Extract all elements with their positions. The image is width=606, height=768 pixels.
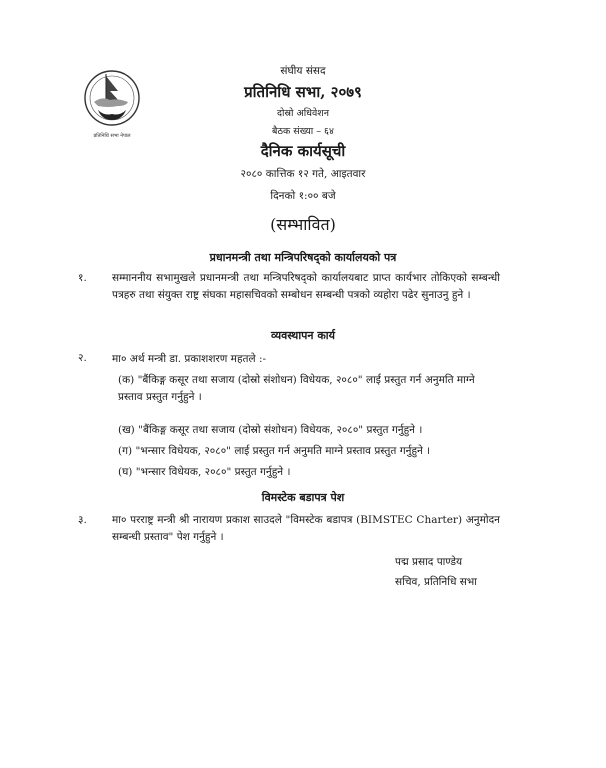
emblem-text: प्रतिनिधि सभा नेपाल — [93, 133, 131, 139]
item-number: १. — [78, 272, 87, 284]
meeting-number: बैठक संख्या – ६४ — [272, 126, 334, 137]
item-number: ३. — [78, 514, 87, 526]
signatory-title: सचिव, प्रतिनिधि सभा — [395, 576, 477, 588]
item-2-kha: (ख) "बैंकिङ्ग कसूर तथा सजाय (दोस्रो संशोधन) विधेयक, २०८०" प्रस्तुत गर्नुहुने । — [118, 424, 423, 436]
section-pm-office: प्रधानमन्त्री तथा मन्त्रिपरिषद्को कार्यालयको पत्र — [209, 251, 397, 264]
agenda-time: दिनको १:०० बजे — [270, 190, 336, 202]
house-title: प्रतिनिधि सभा, २०७९ — [244, 83, 362, 101]
item-2-text: मा० अर्थ मन्त्री डा. प्रकाशशरण महतले :- — [112, 353, 267, 365]
section-legislative: व्यवस्थापन कार्य — [270, 329, 336, 342]
item-3-text: मा० परराष्ट्र मन्त्री श्री नारायण प्रकाश साउदले "विमस्टेक बडापत्र (BIMSTEC Charter) अनुमोदन सम्बन्धी प्रस्ताव" पेश गर्नुहुने । — [112, 514, 500, 543]
item-2-ga: (ग) "भन्सार विधेयक, २०८०" लाई प्रस्तुत गर्न अनुमति माग्ने प्रस्ताव प्रस्तुत गर्नुहुने । — [118, 445, 431, 457]
section-bimstec: विमस्टेक बडापत्र पेश — [261, 491, 345, 504]
signatory-name: पद्म प्रसाद पाण्डेय — [395, 556, 463, 568]
session-label: दोस्रो अधिवेशन — [276, 108, 330, 119]
tentative-label: (सम्भावित) — [270, 215, 336, 234]
item-2-gha: (घ) "भन्सार विधेयक, २०८०" प्रस्तुत गर्नुहुने । — [118, 466, 291, 478]
item-number: २. — [78, 352, 87, 364]
item-2-ka: (क) "बैंकिङ्ग कसूर तथा सजाय (दोस्रो संशोधन) विधेयक, २०८०" लाई प्रस्तुत गर्न अनुमति माग्ने प्रस्ताव प्रस्तुत गर्नुहुने । — [118, 374, 475, 403]
agenda-date: २०८० कात्तिक १२ गते, आइतवार — [240, 168, 366, 180]
item-1-text: सम्माननीय सभामुखले प्रधानमन्त्री तथा मन्त्रिपरिषद्को कार्यालयबाट प्राप्त कार्यभार तोकिएको सम्बन्धी पत्रहरु तथा संयुक्त राष्ट्र संघका महासचिवको सम्बोधन सम्बन्धी पत्रको व्यहोरा पढेर सुनाउनु हुने । — [112, 272, 500, 301]
agenda-title: दैनिक कार्यसूची — [260, 142, 346, 160]
parliament-name: संघीय संसद — [280, 65, 326, 77]
